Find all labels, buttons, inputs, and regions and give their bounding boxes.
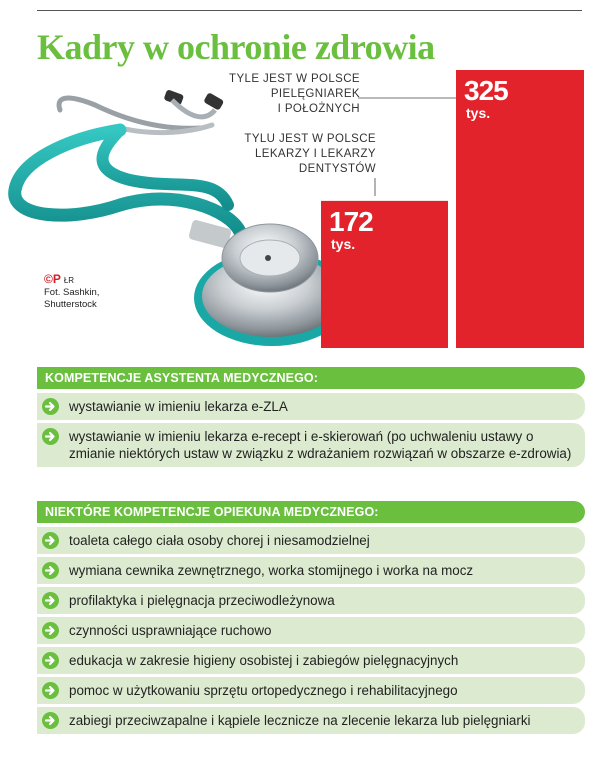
list-item xyxy=(37,557,585,584)
annotation-text: DENTYSTÓW xyxy=(298,163,376,175)
asystent-list xyxy=(37,393,585,470)
credit-line-1: Fot. Sashkin, xyxy=(44,287,100,298)
item-text: wymiana cewnika zewnętrznego, worka stomijnego i worka na mocz xyxy=(69,563,474,578)
item-text: edukacja w zakresie higieny osobistej i zabiegów pielęgnacyjnych xyxy=(69,653,459,668)
opiekun-list xyxy=(37,527,585,737)
photo-credit xyxy=(44,273,99,311)
list-item xyxy=(37,527,585,554)
item-text: czynności usprawniające ruchowo xyxy=(69,623,272,638)
item-text: profilaktyka i pielęgnacja przeciwodleżynowa xyxy=(69,593,335,608)
copyright-logo: ©P xyxy=(44,272,61,286)
bar-unit-label: tys. xyxy=(331,235,356,252)
list-item xyxy=(37,423,585,467)
list-item xyxy=(37,617,585,644)
item-text: wystawianie w imieniu lekarza e-recept i e-skierowań (po uchwaleniu ustawy o zmianie niektórych ustaw w związku z wdrażaniem rozwiązań w obszarze e-zdrowia) xyxy=(69,429,572,461)
top-rule xyxy=(37,10,582,11)
item-text: wystawianie w imieniu lekarza e-ZLA xyxy=(69,399,288,414)
arrow-right-circle-icon xyxy=(42,532,59,549)
author-tag: ŁR xyxy=(63,276,75,285)
page-title: Kadry w ochronie zdrowia xyxy=(37,27,435,67)
bar-value-label: 325 xyxy=(464,75,508,106)
item-text: zabiegi przeciwzapalne i kąpiele lecznicze na zlecenie lekarza lub pielęgniarki xyxy=(69,713,531,728)
arrow-right-circle-icon xyxy=(42,652,59,669)
list-item xyxy=(37,647,585,674)
bar-value-label: 172 xyxy=(329,205,373,237)
arrow-right-circle-icon xyxy=(42,592,59,609)
annotation-text: TYLE JEST W POLSCE xyxy=(229,73,360,85)
list-item xyxy=(37,707,585,734)
annotation-text: LEKARZY I LEKARZY xyxy=(255,148,376,160)
arrow-right-circle-icon xyxy=(42,428,59,445)
arrow-right-circle-icon xyxy=(42,682,59,699)
opiekun-header: NIEKTÓRE KOMPETENCJE OPIEKUNA MEDYCZNEGO: xyxy=(37,501,585,523)
item-text: toaleta całego ciała osoby chorej i niesamodzielnej xyxy=(69,533,370,548)
arrow-right-circle-icon xyxy=(42,562,59,579)
annotation-text: PIELĘGNIAREK xyxy=(270,88,360,100)
list-item xyxy=(37,677,585,704)
arrow-right-circle-icon xyxy=(42,712,59,729)
annotation-text: I POŁOŻNYCH xyxy=(277,103,360,115)
bar-unit-label: tys. xyxy=(466,105,491,121)
arrow-right-circle-icon xyxy=(42,398,59,415)
list-item xyxy=(37,393,585,420)
annotation-text: TYLU JEST W POLSCE xyxy=(244,133,376,145)
credit-line-2: Shutterstock xyxy=(44,299,97,310)
arrow-right-circle-icon xyxy=(42,622,59,639)
item-text: pomoc w użytkowaniu sprzętu ortopedycznego i rehabilitacyjnego xyxy=(69,683,458,698)
list-item xyxy=(37,587,585,614)
asystent-header: KOMPETENCJE ASYSTENTA MEDYCZNEGO: xyxy=(37,367,585,389)
